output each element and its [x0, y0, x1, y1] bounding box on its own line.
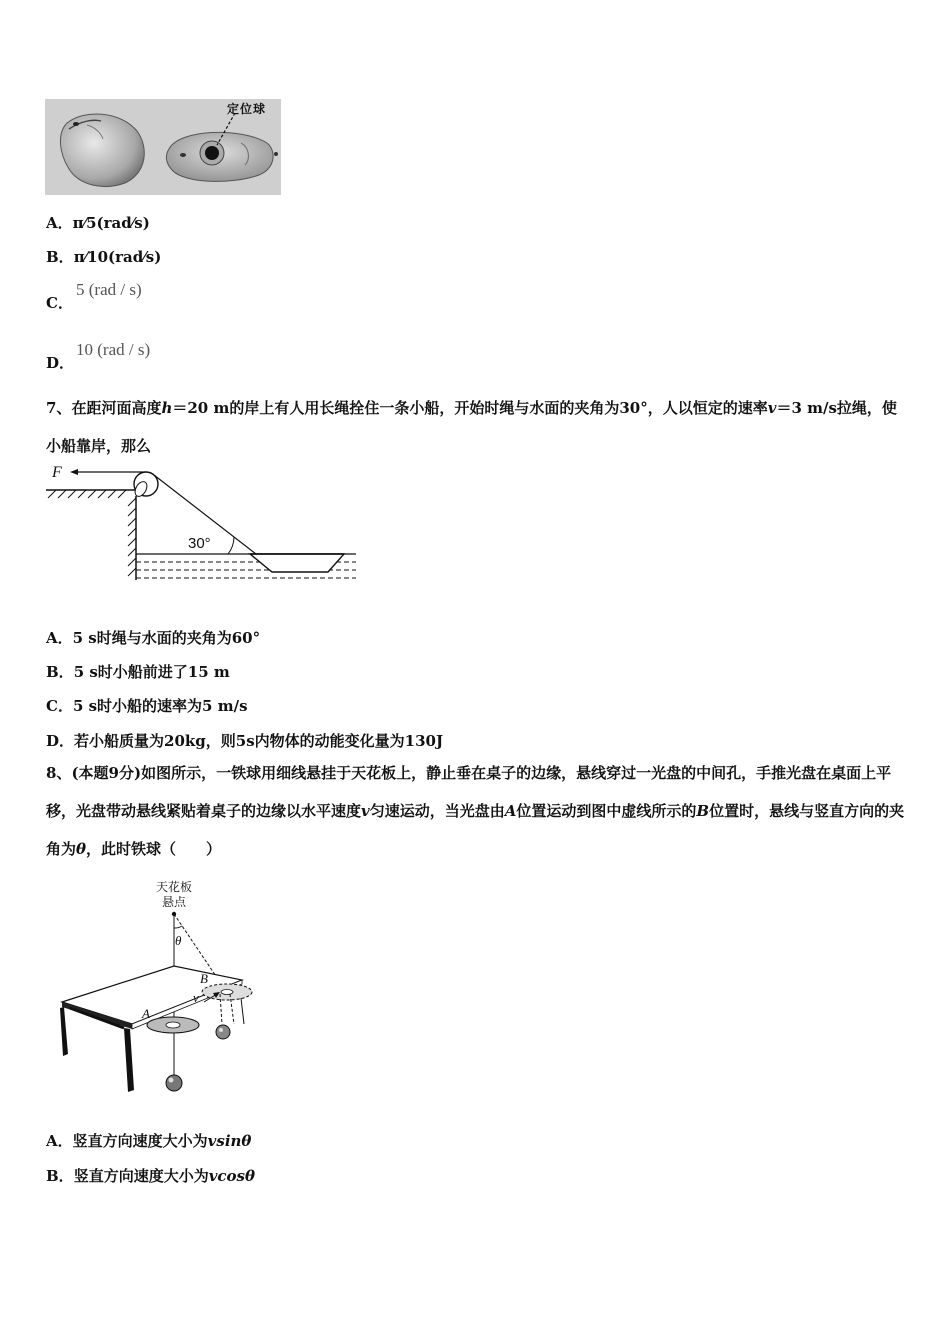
option-letter: A． [46, 1132, 73, 1150]
option-letter: C． [46, 697, 73, 715]
stem-text: 位置运动到图中虚线所示的 [516, 802, 697, 820]
option-letter: C． [46, 294, 73, 312]
question-number: 8、 [46, 764, 72, 782]
option-text: π⁄5(rad⁄s) [72, 214, 150, 232]
q7-figure [44, 462, 364, 586]
option-letter: D． [46, 354, 75, 372]
var-v: v [361, 802, 370, 820]
q6-option-d[interactable] [46, 352, 74, 373]
option-text: 5 s时小船的速率为5 m/s [72, 697, 248, 715]
pulley-boat-diagram [44, 462, 364, 586]
option-letter: B． [46, 248, 74, 266]
option-letter: B． [46, 1167, 74, 1185]
var-h: h [161, 399, 173, 417]
stem-text: ＝3 m/s拉绳，使小船靠岸，那么 [46, 399, 897, 455]
formula-value: 10 [76, 340, 93, 359]
stem-text: 匀速运动，当光盘由 [369, 802, 505, 820]
option-text: π⁄10(rad⁄s) [73, 248, 162, 266]
mouse-photo [45, 99, 281, 195]
a-label: A [142, 1006, 150, 1021]
suspension-point-label: 悬点 [162, 895, 187, 909]
q7-option-b[interactable] [46, 661, 230, 682]
var-b: B [696, 802, 710, 820]
stem-text: 在距河面高度 [71, 399, 162, 417]
v-label: v [193, 990, 199, 1005]
q6-option-d-formula [76, 340, 150, 360]
stem-text: 位置时，悬线与竖直方向的夹角为 [46, 802, 905, 858]
option-letter: D． [46, 732, 75, 750]
angle-label: 30° [188, 535, 211, 552]
option-letter: A． [46, 214, 73, 232]
option-text: 5 s时绳与水面的夹角为60° [72, 629, 261, 647]
b-label: B [200, 971, 208, 986]
formula-value: 5 [76, 280, 85, 299]
question-number: 7、 [46, 399, 72, 417]
option-letter: B． [46, 663, 74, 681]
table-disk-diagram [44, 876, 274, 1098]
q8-figure [44, 876, 274, 1098]
q8-option-b[interactable] [46, 1165, 255, 1186]
var-theta: θ [76, 840, 87, 858]
q7-stem [46, 389, 911, 465]
q7-option-a[interactable] [46, 627, 260, 648]
option-text: 若小船质量为20kg，则5s内物体的动能变化量为130J [74, 732, 444, 750]
mouse-ball-label: 定位球 [227, 102, 267, 116]
formula-unit: (rad / s) [88, 280, 142, 299]
theta-label: θ [175, 933, 182, 948]
option-text: 竖直方向速度大小为 [73, 1167, 209, 1185]
q8-stem [46, 754, 911, 868]
stem-text: (本题9分)如图所示，一铁球用细线悬挂于天花板上，静止垂在桌子的边缘，悬线穿过一光盘的中间孔，手推光盘在桌面上平移，光盘带动悬线紧贴着桌子的边缘以水平速度 [46, 764, 892, 820]
option-expr: vsinθ [207, 1132, 252, 1150]
q6-option-c[interactable] [46, 292, 73, 313]
stem-text: ＝20 m的岸上有人用长绳拴住一条小船，开始时绳与水面的夹角为30°，人以恒定的速率 [172, 399, 768, 417]
stem-text: ，此时铁球（ ） [86, 840, 222, 858]
q6-option-b[interactable] [46, 246, 161, 267]
q7-option-d[interactable] [46, 730, 443, 751]
q8-option-a[interactable] [46, 1130, 251, 1151]
q6-option-a[interactable] [46, 212, 150, 233]
var-a: A [504, 802, 517, 820]
q6-option-c-formula [76, 280, 142, 300]
option-text: 竖直方向速度大小为 [72, 1132, 208, 1150]
formula-unit: (rad / s) [97, 340, 151, 359]
force-label: F [52, 464, 62, 481]
option-text: 5 s时小船前进了15 m [73, 663, 230, 681]
q7-option-c[interactable] [46, 695, 248, 716]
ceiling-label: 天花板 [156, 880, 193, 894]
option-letter: A． [46, 629, 73, 647]
option-expr: vcosθ [208, 1167, 256, 1185]
var-v: v [767, 399, 777, 417]
